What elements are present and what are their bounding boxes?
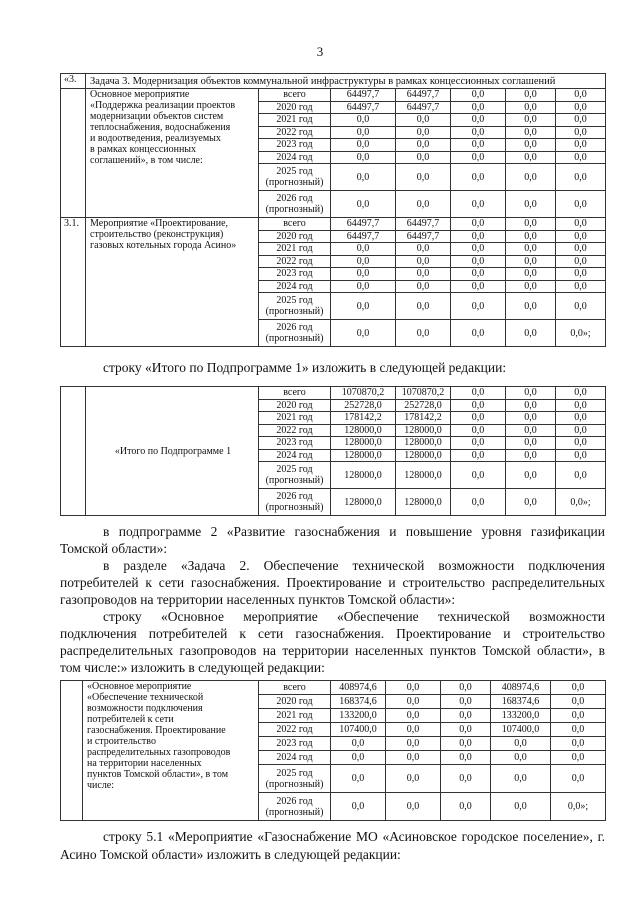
table-task-3 (60, 73, 606, 347)
value-cell: 0,0 (556, 293, 606, 320)
period-cell: всего (259, 89, 331, 102)
value-cell: 0,0 (506, 255, 556, 268)
table-row (61, 218, 606, 231)
value-cell: 0,0 (331, 793, 386, 821)
value-cell: 0,0 (441, 681, 491, 695)
value-cell: 0,0 (396, 293, 451, 320)
value-cell: 128000,0 (396, 462, 451, 489)
period-cell: 2025 год (прогнозный) (259, 765, 331, 793)
value-cell: 128000,0 (331, 449, 396, 462)
value-cell: 128000,0 (331, 462, 396, 489)
value-cell: 0,0 (556, 230, 606, 243)
value-cell: 0,0 (556, 243, 606, 256)
value-cell: 64497,7 (331, 89, 396, 102)
value-cell: 128000,0 (331, 489, 396, 516)
value-cell: 0,0 (551, 709, 606, 723)
value-cell: 0,0 (556, 101, 606, 114)
period-cell: 2021 год (259, 412, 331, 425)
value-cell: 0,0 (331, 151, 396, 164)
value-cell: 0,0 (396, 114, 451, 127)
value-cell: 133200,0 (331, 709, 386, 723)
value-cell: 0,0 (331, 751, 386, 765)
value-cell: 0,0 (441, 793, 491, 821)
value-cell: 0,0 (556, 449, 606, 462)
value-cell: 0,0 (331, 255, 396, 268)
value-cell: 0,0 (451, 280, 506, 293)
value-cell: 0,0 (506, 437, 556, 450)
value-cell: 1070870,2 (396, 387, 451, 400)
value-cell: 0,0 (396, 268, 451, 281)
value-cell: 0,0 (551, 751, 606, 765)
period-cell: 2026 год (прогнозный) (259, 320, 331, 347)
value-cell: 0,0 (441, 765, 491, 793)
task-row (61, 74, 606, 89)
value-cell: 252728,0 (396, 399, 451, 412)
paragraph-text: строку «Итого по Подпрограмме 1» изложить в следующей редакции: (103, 360, 507, 375)
value-cell: 0,0 (451, 89, 506, 102)
value-cell: 0,0 (556, 437, 606, 450)
value-cell: 0,0 (386, 695, 441, 709)
period-cell: 2022 год (259, 723, 331, 737)
table-row (61, 681, 606, 695)
value-cell: 64497,7 (396, 218, 451, 231)
value-cell: 0,0 (491, 751, 551, 765)
period-cell: 2023 год (259, 139, 331, 152)
period-cell: 2020 год (259, 399, 331, 412)
value-cell: 0,0 (451, 437, 506, 450)
value-cell: 0,0 (551, 723, 606, 737)
value-cell: 0,0 (386, 709, 441, 723)
value-cell: 0,0 (331, 164, 396, 191)
value-cell: 0,0 (506, 243, 556, 256)
value-cell: 0,0 (556, 412, 606, 425)
value-cell: 0,0 (506, 489, 556, 516)
period-cell: 2025 год (прогнозный) (259, 293, 331, 320)
value-cell: 0,0 (396, 126, 451, 139)
value-cell: 128000,0 (331, 424, 396, 437)
value-cell: 0,0 (451, 424, 506, 437)
value-cell: 0,0 (506, 191, 556, 218)
value-cell: 0,0 (556, 462, 606, 489)
period-cell: 2026 год (прогнозный) (259, 489, 331, 516)
value-cell: 0,0 (556, 89, 606, 102)
value-cell: 0,0 (506, 218, 556, 231)
period-cell: 2022 год (259, 126, 331, 139)
value-cell: 0,0 (441, 737, 491, 751)
value-cell: 0,0 (451, 387, 506, 400)
value-cell: 168374,6 (331, 695, 386, 709)
value-cell: 0,0 (556, 268, 606, 281)
value-cell: 408974,6 (491, 681, 551, 695)
value-cell: 0,0 (441, 695, 491, 709)
period-cell: всего (259, 218, 331, 231)
value-cell: 0,0 (556, 164, 606, 191)
value-cell: 0,0 (491, 737, 551, 751)
value-cell: 0,0 (556, 387, 606, 400)
value-cell: 0,0 (451, 449, 506, 462)
value-cell: 0,0 (506, 230, 556, 243)
value-cell: 0,0 (331, 191, 396, 218)
value-cell: 0,0 (556, 114, 606, 127)
value-cell: 0,0 (441, 709, 491, 723)
value-cell: 64497,7 (396, 101, 451, 114)
value-cell: 0,0 (451, 293, 506, 320)
value-cell: 128000,0 (396, 489, 451, 516)
value-cell: 0,0 (506, 387, 556, 400)
value-cell: 0,0 (506, 462, 556, 489)
value-cell: 0,0 (451, 164, 506, 191)
value-cell: 64497,7 (396, 89, 451, 102)
paragraphs-subprogram-2 (60, 523, 605, 676)
period-cell: 2020 год (259, 230, 331, 243)
value-cell: 128000,0 (396, 437, 451, 450)
value-cell: 0,0 (396, 255, 451, 268)
value-cell: 0,0 (556, 399, 606, 412)
value-cell: 64497,7 (396, 230, 451, 243)
value-cell: 128000,0 (331, 437, 396, 450)
value-cell: 0,0 (451, 139, 506, 152)
value-cell: 0,0 (506, 114, 556, 127)
value-cell: 0,0 (556, 191, 606, 218)
value-cell: 107400,0 (491, 723, 551, 737)
value-cell: 0,0 (451, 230, 506, 243)
value-cell: 0,0 (386, 765, 441, 793)
value-cell: 0,0 (386, 793, 441, 821)
value-cell: 0,0 (556, 151, 606, 164)
period-cell: 2026 год (прогнозный) (259, 191, 331, 218)
value-cell: 128000,0 (396, 449, 451, 462)
value-cell: 178142,2 (396, 412, 451, 425)
value-cell: 0,0 (556, 255, 606, 268)
value-cell: 133200,0 (491, 709, 551, 723)
period-cell: 2024 год (259, 151, 331, 164)
paragraph-main-activity: строку «Основное мероприятие «Обеспечение технической возможности подключения потребителей к сети газоснабжения. Проектирование и строительство распределительных газопроводов на территории населенных пунктов Томской области», в том числе:» изложить в следующей редакции: (60, 609, 605, 675)
value-cell: 0,0»; (551, 793, 606, 821)
value-cell: 252728,0 (331, 399, 396, 412)
activity-label: «Итого по Подпрограмме 1 (86, 387, 259, 516)
period-cell: 2021 год (259, 709, 331, 723)
value-cell: 0,0 (551, 681, 606, 695)
value-cell: 0,0 (491, 793, 551, 821)
value-cell: 0,0 (396, 139, 451, 152)
value-cell: 1070870,2 (331, 387, 396, 400)
value-cell: 0,0 (441, 723, 491, 737)
value-cell: 178142,2 (331, 412, 396, 425)
value-cell: 0,0 (386, 737, 441, 751)
task-number: «3. (61, 74, 86, 89)
table-row (61, 387, 606, 400)
value-cell: 0,0 (331, 280, 396, 293)
value-cell: 0,0 (451, 320, 506, 347)
period-cell: всего (259, 681, 331, 695)
page-number: 3 (316, 44, 324, 59)
value-cell: 0,0 (506, 280, 556, 293)
period-cell: всего (259, 387, 331, 400)
row-number (61, 89, 86, 218)
activity-label: Основное мероприятие «Поддержка реализации проектов модернизации объектов систем теплоснабжения, водоснабжения и водоотведения, реализуемых в рамках концессионных соглашений», в том числе: (86, 89, 259, 218)
value-cell: 0,0 (331, 243, 396, 256)
value-cell: 0,0 (331, 293, 396, 320)
row-number (61, 387, 86, 516)
value-cell: 0,0 (506, 412, 556, 425)
activity-label: «Основное мероприятие «Обеспечение технической возможности подключения потребителей к сети газоснабжения. Проектирование и строительство распределительных газопроводов на территории населенных пунктов Томской области», в том числе: (83, 681, 259, 821)
value-cell: 0,0 (451, 462, 506, 489)
value-cell: 0,0 (506, 268, 556, 281)
period-cell: 2026 год (прогнозный) (259, 793, 331, 821)
value-cell: 0,0 (506, 320, 556, 347)
value-cell: 0,0 (506, 449, 556, 462)
value-cell: 0,0 (506, 126, 556, 139)
value-cell: 0,0 (451, 191, 506, 218)
value-cell: 0,0 (451, 218, 506, 231)
value-cell: 0,0 (396, 280, 451, 293)
period-cell: 2024 год (259, 751, 331, 765)
value-cell: 0,0 (451, 243, 506, 256)
value-cell: 0,0 (451, 126, 506, 139)
table-row (61, 89, 606, 102)
value-cell: 0,0 (331, 320, 396, 347)
period-cell: 2022 год (259, 255, 331, 268)
value-cell: 0,0 (551, 765, 606, 793)
value-cell: 0,0 (556, 139, 606, 152)
period-cell: 2020 год (259, 695, 331, 709)
period-cell: 2025 год (прогнозный) (259, 164, 331, 191)
value-cell: 0,0 (506, 424, 556, 437)
value-cell: 0,0 (441, 751, 491, 765)
value-cell: 0,0»; (556, 489, 606, 516)
value-cell: 0,0 (396, 151, 451, 164)
value-cell: 64497,7 (331, 101, 396, 114)
row-number: 3.1. (61, 218, 86, 347)
value-cell: 0,0 (386, 723, 441, 737)
value-cell: 0,0 (331, 126, 396, 139)
task-title: Задача 3. Модернизация объектов коммунальной инфраструктуры в рамках концессионных соглашений (86, 74, 606, 89)
paragraph-task-2: в разделе «Задача 2. Обеспечение технической возможности подключения потребителей к сети газоснабжения. Проектирование и строительство распределительных газопроводов на территории населенных пунктов Томской области»: (60, 558, 605, 607)
period-cell: 2025 год (прогнозный) (259, 462, 331, 489)
value-cell: 0,0 (556, 126, 606, 139)
value-cell: 0,0 (386, 681, 441, 695)
value-cell: 0,0 (451, 399, 506, 412)
value-cell: 0,0 (551, 695, 606, 709)
value-cell: 0,0 (396, 320, 451, 347)
period-cell: 2023 год (259, 737, 331, 751)
period-cell: 2022 год (259, 424, 331, 437)
table-total-subprogram-1 (60, 386, 606, 516)
paragraph-text: строку 5.1 «Мероприятие «Газоснабжение МО «Асиновское городское поселение», г. Асино Томской области» изложить в следующей редакции: (60, 829, 605, 862)
value-cell: 107400,0 (331, 723, 386, 737)
value-cell: 0,0 (396, 164, 451, 191)
value-cell: 0,0 (451, 101, 506, 114)
value-cell: 0,0»; (556, 320, 606, 347)
value-cell: 0,0 (451, 489, 506, 516)
period-cell: 2023 год (259, 437, 331, 450)
value-cell: 0,0 (451, 151, 506, 164)
row-number (61, 681, 83, 821)
period-cell: 2023 год (259, 268, 331, 281)
period-cell: 2021 год (259, 243, 331, 256)
value-cell: 168374,6 (491, 695, 551, 709)
value-cell: 128000,0 (396, 424, 451, 437)
value-cell: 0,0 (331, 765, 386, 793)
value-cell: 0,0 (506, 89, 556, 102)
value-cell: 0,0 (506, 293, 556, 320)
value-cell: 0,0 (331, 114, 396, 127)
value-cell: 0,0 (451, 255, 506, 268)
value-cell: 0,0 (331, 268, 396, 281)
value-cell: 0,0 (396, 191, 451, 218)
value-cell: 0,0 (506, 151, 556, 164)
period-cell: 2024 год (259, 280, 331, 293)
value-cell: 64497,7 (331, 218, 396, 231)
value-cell: 408974,6 (331, 681, 386, 695)
activity-label: Мероприятие «Проектирование, строительство (реконструкция) газовых котельных города Асино» (86, 218, 259, 347)
value-cell: 0,0 (451, 114, 506, 127)
value-cell: 0,0 (551, 737, 606, 751)
value-cell: 0,0 (506, 139, 556, 152)
value-cell: 0,0 (396, 243, 451, 256)
value-cell: 0,0 (451, 412, 506, 425)
value-cell: 0,0 (331, 737, 386, 751)
value-cell: 0,0 (506, 399, 556, 412)
value-cell: 0,0 (556, 218, 606, 231)
value-cell: 0,0 (331, 139, 396, 152)
period-cell: 2020 год (259, 101, 331, 114)
value-cell: 0,0 (491, 765, 551, 793)
paragraph-5-1 (60, 828, 605, 864)
value-cell: 0,0 (386, 751, 441, 765)
paragraph-total-intro (60, 359, 605, 376)
paragraph-subprogram-2: в подпрограмме 2 «Развитие газоснабжения и повышение уровня газификации Томской области»: (60, 524, 605, 556)
value-cell: 0,0 (506, 164, 556, 191)
value-cell: 0,0 (506, 101, 556, 114)
value-cell: 0,0 (556, 424, 606, 437)
value-cell: 0,0 (556, 280, 606, 293)
value-cell: 0,0 (451, 268, 506, 281)
period-cell: 2021 год (259, 114, 331, 127)
value-cell: 64497,7 (331, 230, 396, 243)
table-main-activity-gas (60, 680, 606, 821)
period-cell: 2024 год (259, 449, 331, 462)
